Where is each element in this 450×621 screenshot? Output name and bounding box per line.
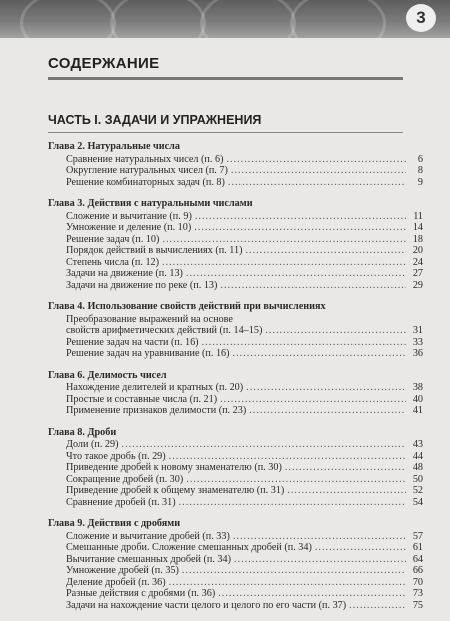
- toc-entry-label: Смешанные дроби. Сложение смешанных дробей (п. 34): [66, 542, 312, 553]
- toc-entry: [66, 245, 423, 257]
- chapter-title: Глава 9. Действия с дробями: [48, 518, 181, 529]
- toc-entry-label: Сокращение дробей (п. 30): [66, 473, 184, 485]
- toc-entry-label: Простые и составные числа (п. 21): [66, 393, 218, 405]
- toc-entry-page: 44: [412, 450, 423, 462]
- chapter-section: [48, 198, 423, 291]
- dot-leader: [228, 177, 406, 189]
- toc-entry-label: Разные действия с дробями (п. 36): [66, 588, 216, 599]
- table-of-contents: [48, 141, 423, 621]
- toc-entry: [66, 382, 423, 394]
- dot-leader: [179, 497, 406, 509]
- toc-entry-page: 6: [417, 153, 423, 165]
- ornament-decoration: [110, 0, 206, 38]
- toc-entry-page: 75: [412, 599, 423, 611]
- toc-entry-page: 9: [417, 176, 423, 188]
- dot-leader: [349, 600, 406, 612]
- dot-leader: [231, 165, 406, 177]
- toc-entry-page: 50: [412, 473, 423, 485]
- dot-leader: [265, 325, 406, 337]
- dot-leader: [220, 394, 406, 406]
- toc-entry-label: Округление натуральных чисел (п. 7): [66, 165, 228, 176]
- dot-leader: [220, 280, 406, 292]
- toc-entry-page: 11: [413, 210, 423, 222]
- toc-entry-label: Решение задач на уравнивание (п. 16): [66, 348, 230, 359]
- toc-entry-label: Деление дробей (п. 36): [66, 576, 166, 588]
- toc-entry-label: Умножение и деление (п. 10): [66, 222, 192, 233]
- toc-entry: [66, 531, 423, 543]
- toc-entry-page: 66: [412, 565, 423, 576]
- toc-entry-label: свойств арифметических действий (п. 14–15): [66, 325, 263, 336]
- chapter-section: [48, 301, 423, 360]
- toc-entry: [66, 325, 423, 337]
- header-decorative-band: [0, 0, 450, 38]
- toc-entry-page: 52: [412, 485, 423, 496]
- dot-leader: [234, 554, 406, 566]
- chapter-title: Глава 6. Делимость чисел: [48, 369, 167, 381]
- ornament-decoration: [200, 0, 296, 38]
- ornament-decoration: [20, 0, 116, 38]
- toc-entry: [66, 405, 423, 417]
- toc-entry-label: Доли (п. 29): [66, 439, 119, 450]
- toc-entry-page: 8: [417, 165, 423, 176]
- chapter-title: Глава 4. Использование свойств действий при вычислениях: [48, 301, 326, 312]
- chapter-section: [48, 427, 423, 509]
- toc-entry-label: Вычитание смешанных дробей (п. 34): [66, 553, 231, 565]
- ornament-decoration: [290, 0, 386, 38]
- toc-entry-label: Что такое дробь (п. 29): [66, 450, 166, 462]
- toc-entry: [66, 165, 423, 177]
- toc-entry: [66, 268, 423, 280]
- chapter-section: [48, 518, 423, 611]
- toc-entry: [66, 337, 423, 349]
- part-divider: [48, 132, 403, 133]
- dot-leader: [194, 222, 406, 234]
- title-divider: [48, 77, 403, 80]
- toc-entry-label: Задачи на движение (п. 13): [66, 268, 183, 279]
- toc-entry-page: 73: [412, 588, 423, 599]
- toc-entry-page: 20: [412, 245, 423, 256]
- toc-entry: [66, 257, 423, 269]
- toc-entry-page: 36: [412, 348, 423, 359]
- dot-leader: [226, 154, 406, 166]
- dot-leader: [249, 405, 406, 417]
- toc-entry-page: 64: [412, 553, 423, 565]
- toc-entry-label: Степень числа (п. 12): [66, 256, 160, 268]
- toc-entry: [66, 542, 423, 554]
- dot-leader: [162, 257, 406, 269]
- toc-entry-label: Нахождение делителей и кратных (п. 20): [66, 382, 244, 393]
- dot-leader: [202, 337, 406, 349]
- dot-leader: [186, 268, 406, 280]
- toc-entry-label: Решение комбинаторных задач (п. 8): [66, 176, 225, 188]
- toc-entry: [66, 577, 423, 589]
- toc-entry: [66, 439, 423, 451]
- toc-entry: [66, 474, 423, 486]
- toc-entry-label-line: Преобразование выражений на основе: [66, 313, 233, 325]
- chapter-section: [48, 141, 423, 188]
- toc-entry-page: 48: [412, 462, 423, 473]
- toc-entry-label: Сложение и вычитание дробей (п. 33): [66, 530, 230, 542]
- toc-entry-page: 14: [412, 222, 423, 233]
- toc-entry-page: 57: [412, 530, 423, 542]
- toc-entry-page: 18: [412, 233, 423, 245]
- toc-entry: [66, 154, 423, 166]
- dot-leader: [169, 451, 406, 463]
- dot-leader: [169, 577, 406, 589]
- toc-entry: [66, 222, 423, 234]
- chapter-title: Глава 8. Дроби: [48, 426, 117, 438]
- toc-entry: [66, 211, 423, 223]
- toc-entry: [66, 565, 423, 577]
- toc-entry-page: 61: [412, 542, 423, 553]
- toc-entry-label: Сложение и вычитание (п. 9): [66, 210, 192, 222]
- toc-entry: [66, 588, 423, 600]
- dot-leader: [233, 348, 406, 360]
- toc-entry-page: 33: [412, 336, 423, 348]
- chapter-title: Глава 3. Действия с натуральными числами: [48, 198, 253, 209]
- dot-leader: [233, 531, 406, 543]
- toc-entry-label: Применение признаков делимости (п. 23): [66, 405, 247, 416]
- toc-entry-label: Приведение дробей к общему знаменателю (п. 31): [66, 485, 285, 496]
- toc-entry-page: 31: [412, 325, 423, 336]
- toc-entry: [66, 600, 423, 612]
- dot-leader: [162, 234, 406, 246]
- toc-entry-label: Умножение дробей (п. 35): [66, 565, 179, 576]
- toc-entry: [66, 394, 423, 406]
- toc-entry-page: 38: [412, 382, 423, 393]
- chapter-section: [48, 370, 423, 417]
- dot-leader: [285, 462, 406, 474]
- toc-entry: [66, 462, 423, 474]
- toc-entry-page: 40: [412, 393, 423, 405]
- toc-entry: [66, 554, 423, 566]
- toc-entry-page: 24: [412, 256, 423, 268]
- toc-entry-page: 54: [412, 496, 423, 508]
- toc-entry-label: Сравнение дробей (п. 31): [66, 496, 176, 508]
- toc-entry: [66, 234, 423, 246]
- toc-entry-label: Решение задач (п. 10): [66, 233, 160, 245]
- dot-leader: [315, 542, 406, 554]
- toc-entry: [66, 451, 423, 463]
- toc-entry-page: 27: [412, 268, 423, 279]
- toc-entry-page: 41: [412, 405, 423, 416]
- dot-leader: [218, 588, 406, 600]
- toc-entry: [66, 497, 423, 509]
- toc-entry: [66, 177, 423, 189]
- page-number: 3: [406, 4, 436, 32]
- dot-leader: [246, 382, 406, 394]
- toc-entry-page: 70: [412, 576, 423, 588]
- dot-leader: [186, 474, 406, 486]
- toc-entry: [66, 348, 423, 360]
- toc-entry: [66, 485, 423, 497]
- dot-leader: [287, 485, 406, 497]
- part-title: ЧАСТЬ I. ЗАДАЧИ И УПРАЖНЕНИЯ: [48, 113, 262, 127]
- toc-entry-page: 29: [412, 279, 423, 291]
- chapter-title: Глава 2. Натуральные числа: [48, 141, 180, 152]
- dot-leader: [182, 565, 406, 577]
- toc-entry-label: Сравнение натуральных чисел (п. 6): [66, 153, 224, 165]
- toc-entry-page: 43: [412, 439, 423, 450]
- toc-entry-label: Задачи на движение по реке (п. 13): [66, 279, 218, 291]
- page-title: СОДЕРЖАНИЕ: [48, 55, 160, 72]
- dot-leader: [245, 245, 406, 257]
- dot-leader: [122, 439, 406, 451]
- toc-entry-label: Приведение дробей к новому знаменателю (п. 30): [66, 462, 282, 473]
- toc-entry: [66, 280, 423, 292]
- toc-entry-label: Решение задач на части (п. 16): [66, 336, 199, 348]
- dot-leader: [195, 211, 406, 223]
- toc-entry-label: Порядок действий в вычислениях (п. 11): [66, 245, 243, 256]
- toc-entry-label: Задачи на нахождение части целого и целого по его части (п. 37): [66, 599, 347, 611]
